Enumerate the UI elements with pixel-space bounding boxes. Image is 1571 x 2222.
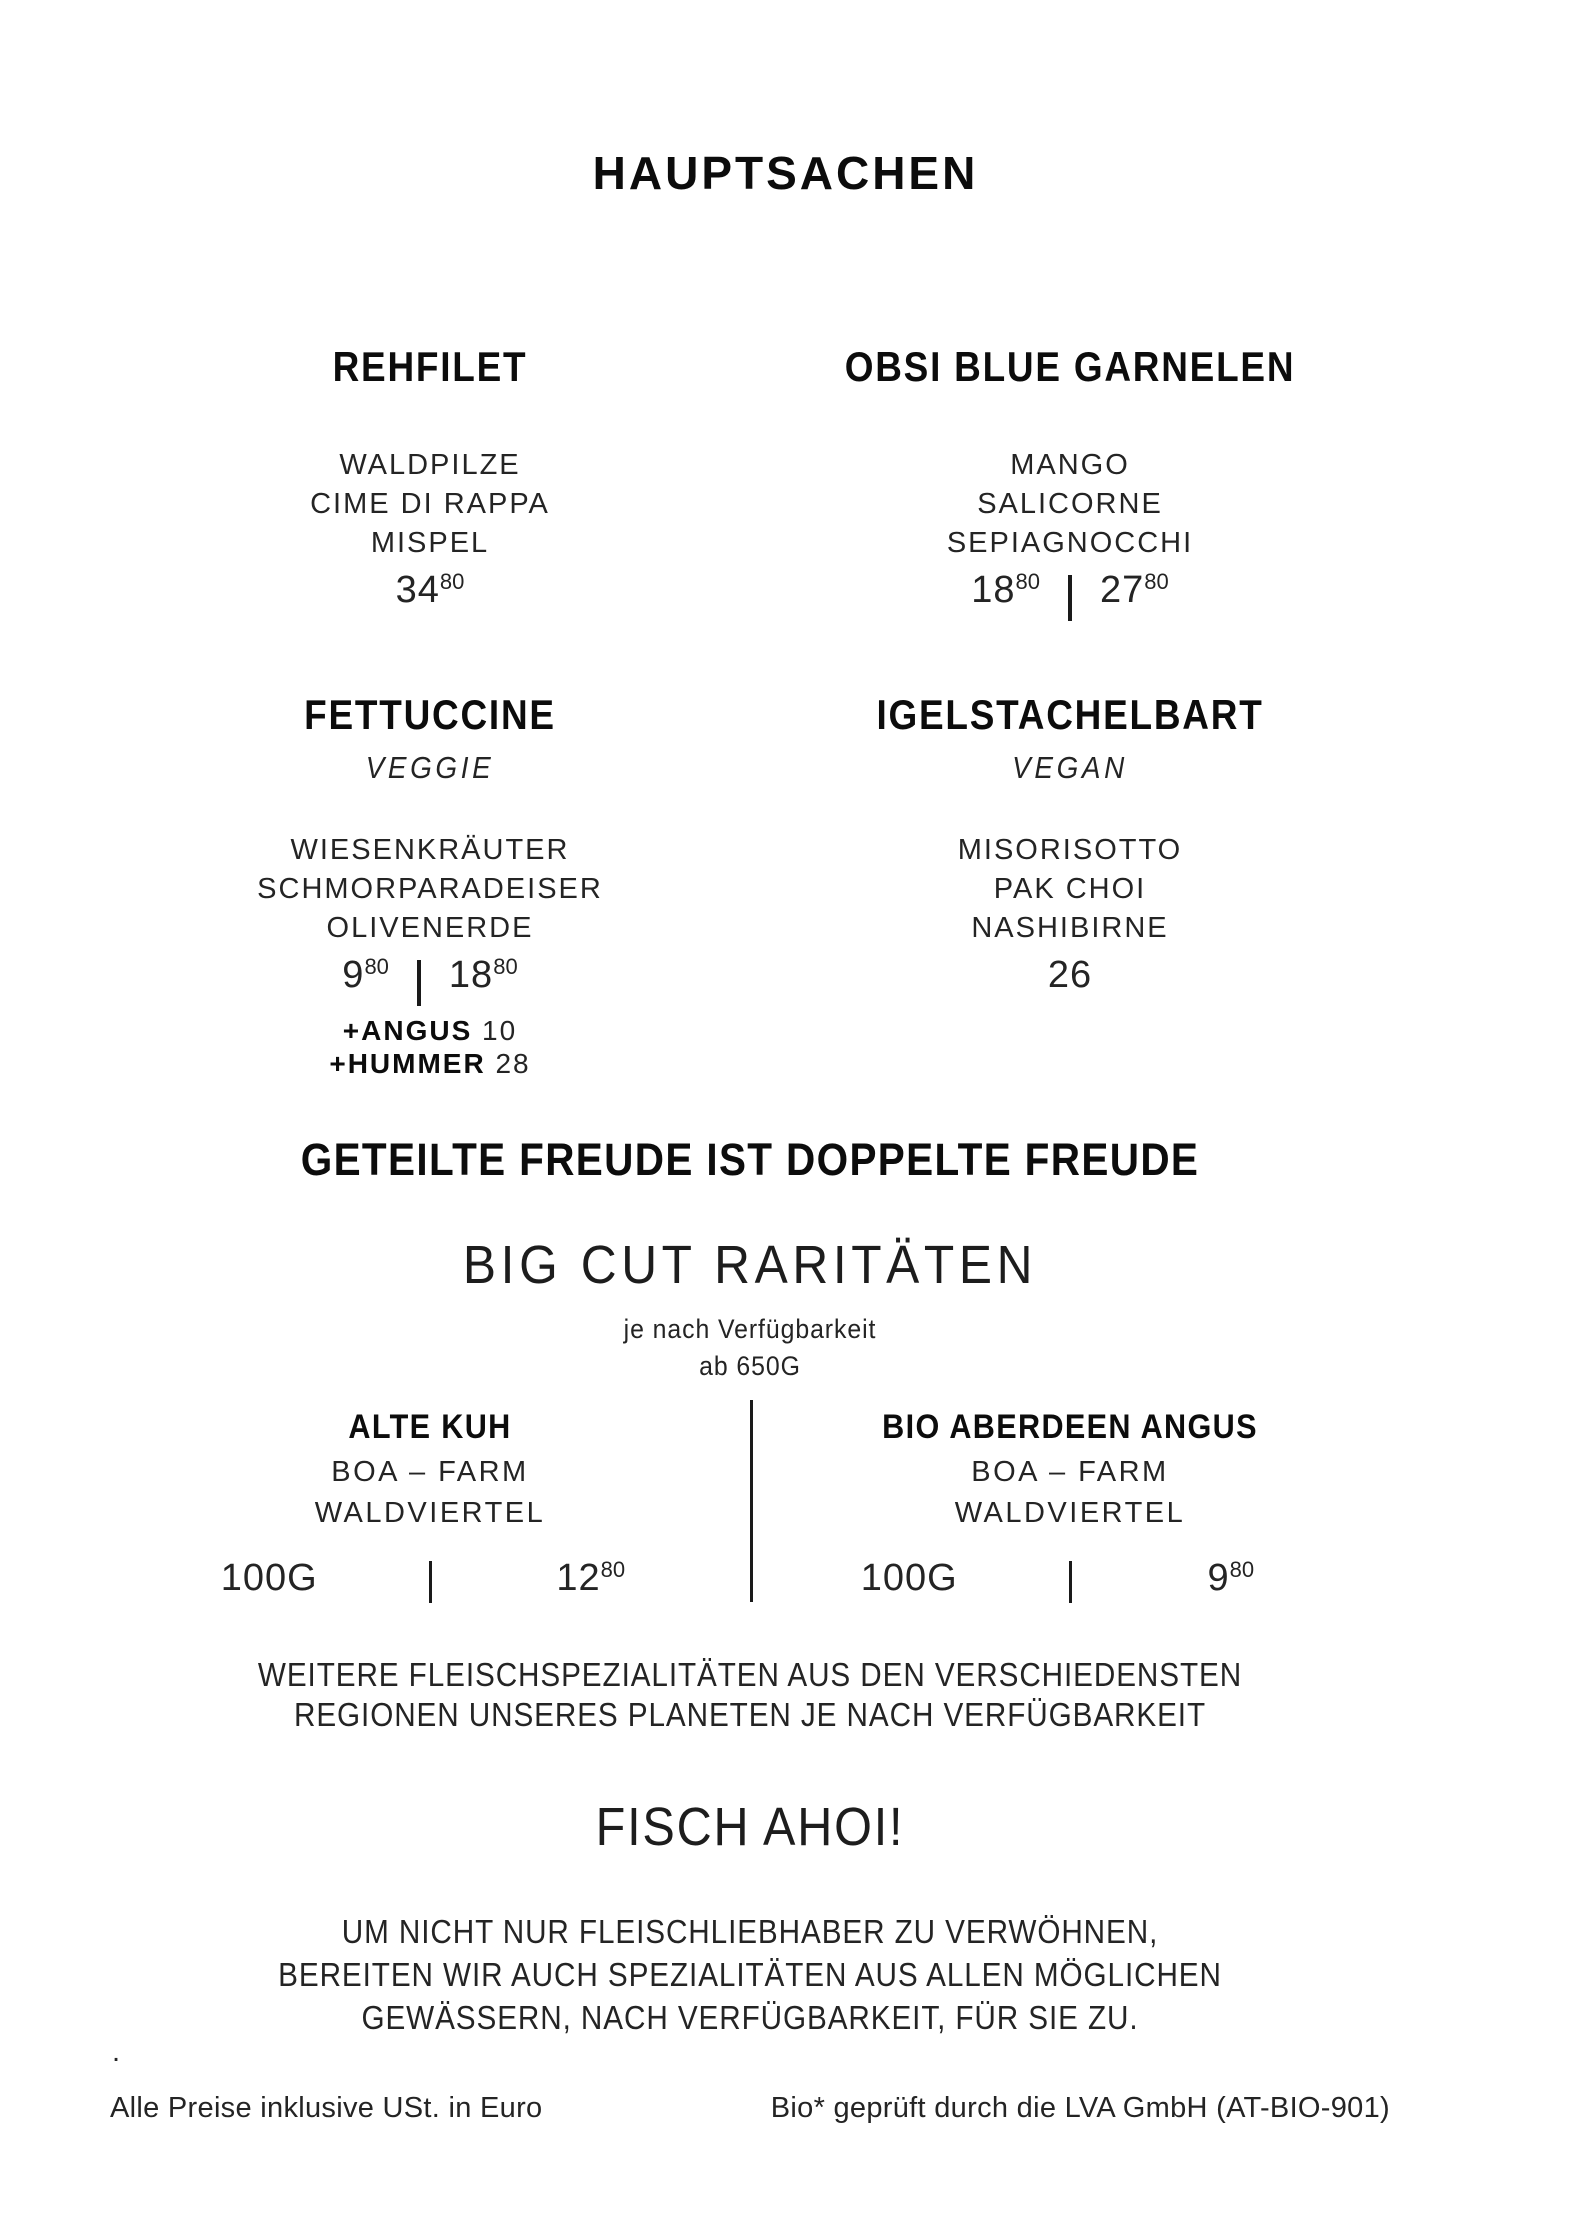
cut-price: $12^{80}$ [556, 1556, 626, 1599]
fish-paragraph [110, 1910, 1390, 2039]
dish-title: REHFILET [332, 343, 528, 390]
price-row [110, 950, 750, 1000]
ingredient: CIME DI RAPPA [310, 488, 550, 520]
price-superscript: 80 [1229, 1556, 1255, 1582]
addon-price: 28 [495, 1048, 531, 1079]
dish-row-1 [110, 343, 1390, 615]
ingredient: WALDPILZE [339, 449, 521, 481]
cut-name: ALTE KUH [348, 1408, 512, 1446]
cut-region: WALDVIERTEL [954, 1497, 1186, 1529]
meat-footnote-line: WEITERE FLEISCHSPEZIALITÄTEN AUS DEN VERSCHIEDENSTEN [257, 1656, 1243, 1693]
addon-label: +ANGUS [342, 1015, 473, 1046]
ingredient: WIESENKRÄUTER [290, 834, 570, 866]
ingredient: OLIVENERDE [326, 912, 534, 944]
fish-line: BEREITEN WIR AUCH SPEZIALITÄTEN AUS ALLEN MÖGLICHEN [278, 1956, 1222, 1993]
cut-bio-aberdeen-angus [750, 1398, 1390, 1610]
cut-unit: 100G [860, 1556, 958, 1599]
price: 26 [1047, 953, 1093, 996]
column-divider [750, 1400, 753, 1602]
addon-angus [110, 1014, 750, 1047]
page-title: HAUPTSACHEN [592, 147, 979, 199]
dish-title: OBSI BLUE GARNELEN [844, 343, 1296, 390]
ingredient: SCHMORPARADEISER [257, 873, 603, 905]
price-row [750, 565, 1390, 615]
price-superscript: 80 [364, 953, 389, 979]
ingredient-list [110, 446, 750, 563]
sharing-section [110, 1134, 1390, 1381]
cut-farm: BOA – FARM [971, 1456, 1169, 1488]
price-row [750, 950, 1390, 1000]
price-superscript: 80 [600, 1556, 626, 1582]
cut-name: BIO ABERDEEN ANGUS [882, 1408, 1258, 1446]
price-row [110, 565, 750, 615]
fish-headline: FISCH AHOI! [595, 1797, 905, 1857]
bigcut-weight-note: ab 650G [699, 1351, 801, 1381]
ingredient-list [750, 831, 1390, 948]
cut-alte-kuh [110, 1398, 750, 1610]
cut-price-row [110, 1554, 750, 1602]
footer-price-note: Alle Preise inklusive USt. in Euro [110, 2092, 543, 2124]
price-superscript: 80 [493, 953, 518, 979]
price-divider [1068, 575, 1072, 621]
price-superscript: 80 [1015, 568, 1040, 594]
price-divider [417, 960, 421, 1006]
addon-price: 10 [482, 1015, 518, 1046]
dish-title: FETTUCCINE [304, 691, 556, 738]
ingredient-list [110, 831, 750, 948]
bigcut-availability-note: je nach Verfügbarkeit [623, 1314, 877, 1344]
fish-section [110, 1797, 1390, 2039]
footer [110, 2092, 1390, 2125]
ingredient: MISPEL [370, 527, 490, 559]
footer-bio-certification: Bio* geprüft durch die LVA GmbH (AT-BIO-901) [770, 2092, 1390, 2124]
bigcut-title: BIG CUT RARITÄTEN [462, 1235, 1038, 1295]
price-small: $18^{80}$ [971, 568, 1040, 611]
dish-title: IGELSTACHELBART [876, 691, 1264, 738]
ingredient: SALICORNE [977, 488, 1163, 520]
cut-price-row [750, 1554, 1390, 1602]
dish-fettuccine [110, 691, 750, 1080]
ingredient: MANGO [1010, 449, 1130, 481]
ingredient-list [750, 446, 1390, 563]
cuts-section [110, 1398, 1390, 1610]
price-superscript: 80 [439, 568, 465, 594]
unit-price-divider [429, 1561, 432, 1603]
price-large: $18^{80}$ [448, 953, 518, 996]
addon-hummer [110, 1047, 750, 1080]
dish-obsi-blue-garnelen [750, 343, 1390, 615]
dish-rehfilet [110, 343, 750, 615]
fish-line: UM NICHT NUR FLEISCHLIEBHABER ZU VERWÖHNEN, [341, 1913, 1159, 1950]
cut-price: $9^{80}$ [1207, 1556, 1255, 1599]
ingredient: MISORISOTTO [957, 834, 1183, 866]
price: $34^{80}$ [395, 568, 465, 611]
dish-row-2 [110, 691, 1390, 1080]
meat-footnote-line: REGIONEN UNSERES PLANETEN JE NACH VERFÜGBARKEIT [293, 1696, 1207, 1733]
addon-list [110, 1014, 750, 1080]
unit-price-divider [1069, 1561, 1072, 1603]
cut-farm: BOA – FARM [331, 1456, 529, 1488]
ingredient: NASHIBIRNE [971, 912, 1169, 944]
cut-region: WALDVIERTEL [314, 1497, 546, 1529]
price-small: $9^{80}$ [342, 953, 389, 996]
meat-footnote [110, 1655, 1390, 1735]
dish-diet-label: VEGAN [1012, 750, 1128, 785]
sharing-headline: GETEILTE FREUDE IST DOPPELTE FREUDE [300, 1134, 1200, 1185]
dish-diet-label: VEGGIE [365, 750, 495, 785]
dish-igelstachelbart [750, 691, 1390, 1080]
price-large: $27^{80}$ [1100, 568, 1169, 611]
price-superscript: 80 [1144, 568, 1169, 594]
ingredient: PAK CHOI [993, 873, 1147, 905]
cut-unit: 100G [220, 1556, 318, 1599]
stray-period: . [112, 2036, 121, 2068]
ingredient: SEPIAGNOCCHI [946, 527, 1194, 559]
fish-line: GEWÄSSERN, NACH VERFÜGBARKEIT, FÜR SIE ZU. [361, 1999, 1139, 2036]
addon-label: +HUMMER [329, 1048, 486, 1079]
